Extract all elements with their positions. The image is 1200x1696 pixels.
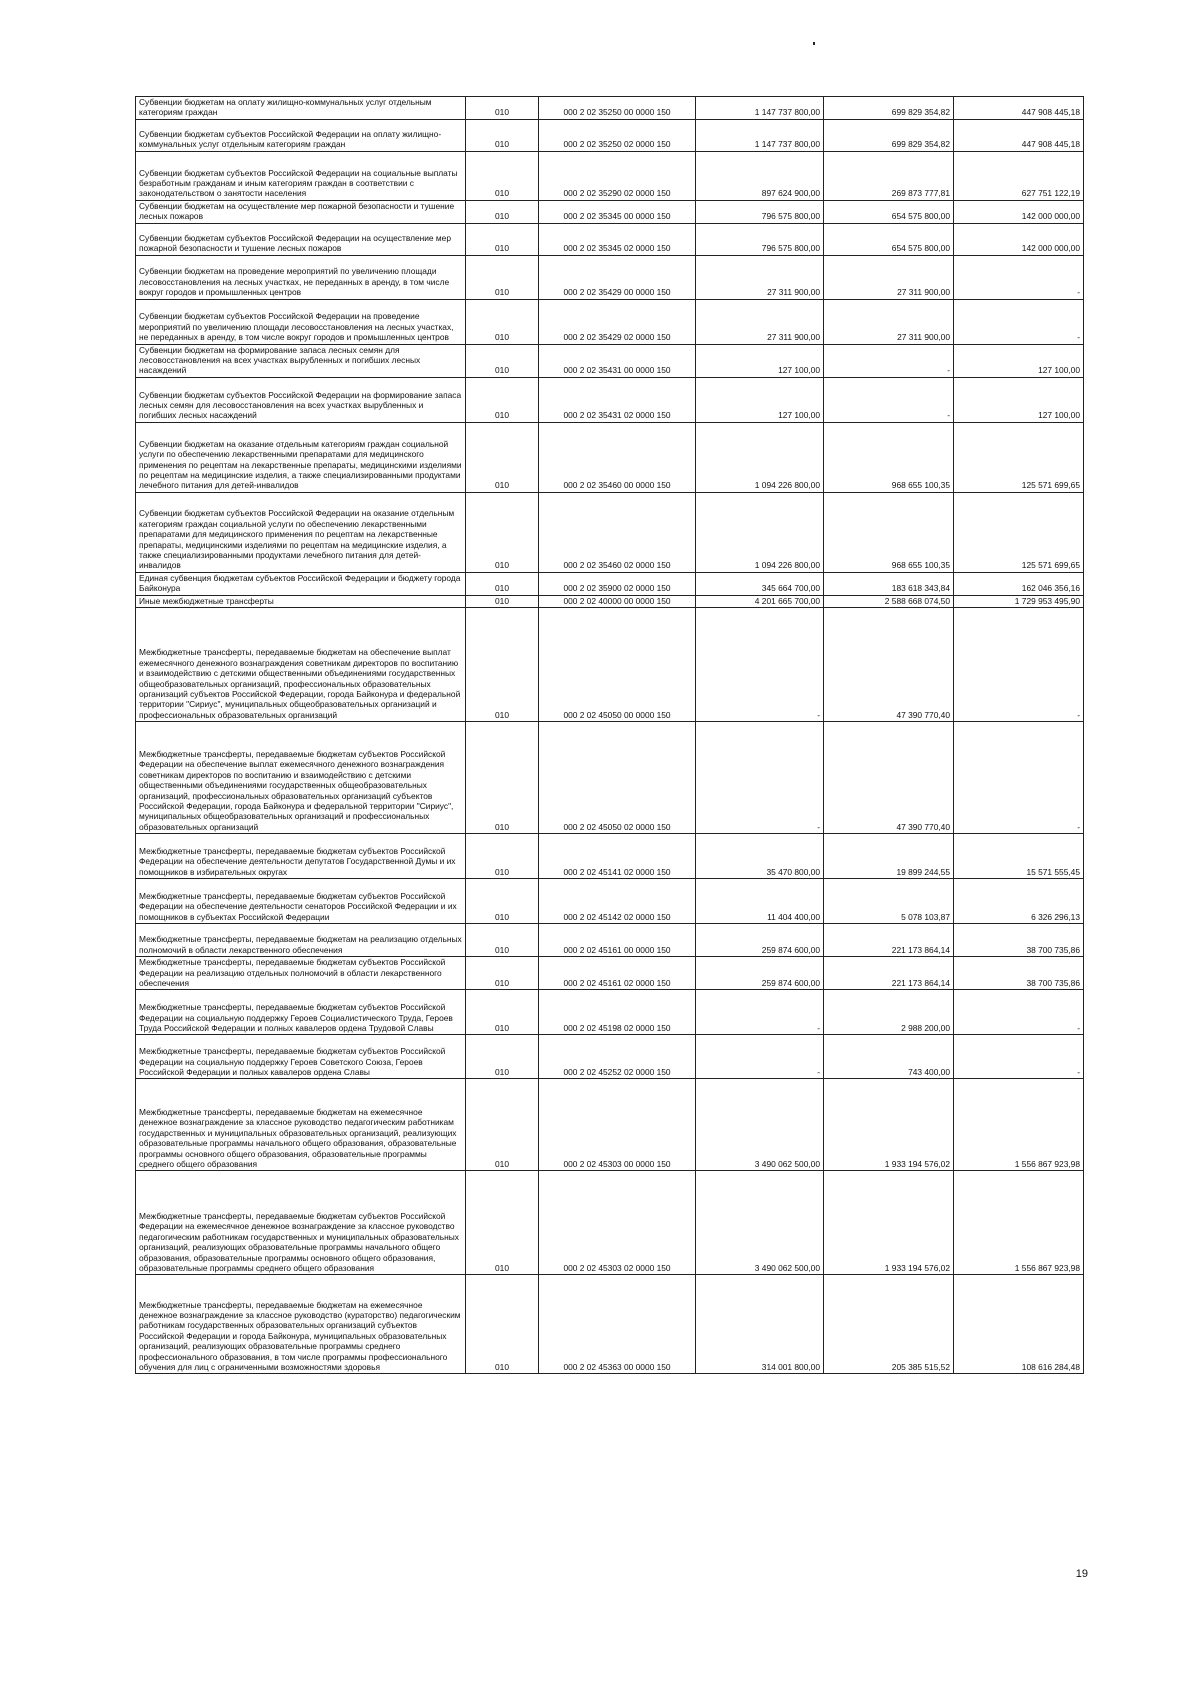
row-code: 010: [466, 879, 539, 924]
row-unexecuted: 38 700 735,86: [954, 924, 1084, 957]
row-approved: 345 664 700,00: [696, 572, 824, 595]
row-kbk: 000 2 02 35429 00 0000 150: [539, 255, 696, 299]
table-row: [136, 200, 1084, 223]
row-executed: 654 575 800,00: [824, 200, 954, 223]
row-executed: 743 400,00: [824, 1035, 954, 1079]
row-code: 010: [466, 151, 539, 200]
row-code: 010: [466, 834, 539, 879]
row-code: 010: [466, 990, 539, 1035]
row-kbk: 000 2 02 35900 02 0000 150: [539, 572, 696, 595]
row-executed: 19 899 244,55: [824, 834, 954, 879]
row-name: Субвенции бюджетам субъектов Российской Федерации на оплату жилищно-коммунальных услуг отдельным категориям граждан: [136, 119, 466, 151]
row-code: 010: [466, 572, 539, 595]
table-row: [136, 1171, 1084, 1275]
row-kbk: 000 2 02 45303 00 0000 150: [539, 1079, 696, 1171]
row-kbk: 000 2 02 45363 00 0000 150: [539, 1275, 696, 1374]
row-executed: 269 873 777,81: [824, 151, 954, 200]
row-approved: -: [696, 608, 824, 722]
row-unexecuted: -: [954, 255, 1084, 299]
row-unexecuted: -: [954, 299, 1084, 344]
row-kbk: 000 2 02 40000 00 0000 150: [539, 595, 696, 607]
scan-speck: [813, 42, 815, 45]
table-row: [136, 957, 1084, 990]
table-row: [136, 879, 1084, 924]
row-code: 010: [466, 595, 539, 607]
table-body: [136, 97, 1084, 1374]
row-unexecuted: 127 100,00: [954, 344, 1084, 377]
page-number: 19: [1075, 1568, 1088, 1580]
row-executed: 205 385 515,52: [824, 1275, 954, 1374]
table-row: [136, 377, 1084, 422]
row-name: Межбюджетные трансферты, передаваемые бюджетам на обеспечение выплат ежемесячного денежного вознаграждения советникам директоров по воспитанию и взаимодействию с детскими общественными объединениями государственных общеобразовательных организаций, профессиональных образовательных организаций субъектов Российской Федерации, города Байконура и федеральной территории "Сириус", муниципальных общеобразовательных организаций и профессиональных образовательных организаций: [136, 608, 466, 722]
row-unexecuted: 142 000 000,00: [954, 223, 1084, 255]
row-unexecuted: 108 616 284,48: [954, 1275, 1084, 1374]
row-name: Субвенции бюджетам субъектов Российской Федерации на осуществление мер пожарной безопасности и тушение лесных пожаров: [136, 223, 466, 255]
table-row: [136, 344, 1084, 377]
table-row: [136, 572, 1084, 595]
row-code: 010: [466, 119, 539, 151]
table-row: [136, 422, 1084, 492]
row-name: Субвенции бюджетам на осуществление мер пожарной безопасности и тушение лесных пожаров: [136, 200, 466, 223]
row-kbk: 000 2 02 45050 02 0000 150: [539, 722, 696, 834]
row-kbk: 000 2 02 45303 02 0000 150: [539, 1171, 696, 1275]
row-name: Межбюджетные трансферты, передаваемые бюджетам субъектов Российской Федерации на социальную поддержку Героев Социалистического Труда, Героев Труда Российской Федерации и полных кавалеров ордена Трудовой Славы: [136, 990, 466, 1035]
table-row: [136, 608, 1084, 722]
row-name: Межбюджетные трансферты, передаваемые бюджетам на ежемесячное денежное вознаграждение за классное руководство (кураторство) педагогическим работникам государственных образовательных организаций субъектов Российской Федерации и города Байконура, муниципальных образовательных организаций, реализующих образовательные программы среднего профессионального образования, в том числе программы профессионального обучения для лиц с ограниченными возможностями здоровья: [136, 1275, 466, 1374]
table-row: [136, 990, 1084, 1035]
row-executed: 2 988 200,00: [824, 990, 954, 1035]
row-name: Межбюджетные трансферты, передаваемые бюджетам субъектов Российской Федерации на ежемесячное денежное вознаграждение за классное руководство педагогическим работникам государственных и муниципальных образовательных организаций, реализующих образовательные программы начального общего образования, образовательные программы основного общего образования, образовательные программы среднего общего образования: [136, 1171, 466, 1275]
row-executed: 968 655 100,35: [824, 422, 954, 492]
table-row: [136, 151, 1084, 200]
row-unexecuted: 627 751 122,19: [954, 151, 1084, 200]
row-kbk: 000 2 02 45161 02 0000 150: [539, 957, 696, 990]
row-unexecuted: -: [954, 1035, 1084, 1079]
row-approved: 1 094 226 800,00: [696, 492, 824, 572]
row-executed: 47 390 770,40: [824, 722, 954, 834]
row-code: 010: [466, 1035, 539, 1079]
row-executed: 699 829 354,82: [824, 119, 954, 151]
row-name: Субвенции бюджетам на оказание отдельным категориям граждан социальной услуги по обеспечению лекарственными препаратами для медицинского применения по рецептам на лекарственные препараты, медицинскими изделиями по рецептам на медицинские изделия, а также специализированными продуктами лечебного питания для детей-инвалидов: [136, 422, 466, 492]
table-row: [136, 1275, 1084, 1374]
row-kbk: 000 2 02 35460 02 0000 150: [539, 492, 696, 572]
row-name: Единая субвенция бюджетам субъектов Российской Федерации и бюджету города Байконура: [136, 572, 466, 595]
row-unexecuted: -: [954, 990, 1084, 1035]
row-executed: 2 588 668 074,50: [824, 595, 954, 607]
row-code: 010: [466, 97, 539, 120]
row-name: Иные межбюджетные трансферты: [136, 595, 466, 607]
row-approved: 1 094 226 800,00: [696, 422, 824, 492]
row-kbk: 000 2 02 35250 02 0000 150: [539, 119, 696, 151]
table-row: [136, 97, 1084, 120]
row-kbk: 000 2 02 35290 02 0000 150: [539, 151, 696, 200]
row-approved: 35 470 800,00: [696, 834, 824, 879]
row-executed: 5 078 103,87: [824, 879, 954, 924]
row-code: 010: [466, 299, 539, 344]
row-name: Субвенции бюджетам субъектов Российской Федерации на оказание отдельным категориям граждан социальной услуги по обеспечению лекарственными препаратами для медицинского применения по рецептам на лекарственные препараты, медицинскими изделиями по рецептам на медицинские изделия, а также специализированными продуктами лечебного питания для детей-инвалидов: [136, 492, 466, 572]
row-unexecuted: 15 571 555,45: [954, 834, 1084, 879]
row-unexecuted: -: [954, 608, 1084, 722]
row-executed: 1 933 194 576,02: [824, 1079, 954, 1171]
row-name: Субвенции бюджетам на оплату жилищно-коммунальных услуг отдельным категориям граждан: [136, 97, 466, 120]
row-approved: 1 147 737 800,00: [696, 97, 824, 120]
row-unexecuted: 6 326 296,13: [954, 879, 1084, 924]
row-kbk: 000 2 02 35431 00 0000 150: [539, 344, 696, 377]
row-code: 010: [466, 1275, 539, 1374]
budget-execution-table: [135, 96, 1084, 1374]
row-code: 010: [466, 1079, 539, 1171]
row-code: 010: [466, 344, 539, 377]
table-row: [136, 1079, 1084, 1171]
row-kbk: 000 2 02 45050 00 0000 150: [539, 608, 696, 722]
row-unexecuted: 142 000 000,00: [954, 200, 1084, 223]
row-unexecuted: 125 571 699,65: [954, 422, 1084, 492]
row-kbk: 000 2 02 45198 02 0000 150: [539, 990, 696, 1035]
row-name: Межбюджетные трансферты, передаваемые бюджетам субъектов Российской Федерации на обеспечение деятельности сенаторов Российской Федерации и их помощников в субъектах Российской Федерации: [136, 879, 466, 924]
row-name: Субвенции бюджетам на проведение мероприятий по увеличению площади лесовосстановления на лесных участках, не переданных в аренду, в том числе вокруг городов и промышленных центров: [136, 255, 466, 299]
row-executed: 221 173 864,14: [824, 957, 954, 990]
row-code: 010: [466, 377, 539, 422]
row-code: 010: [466, 255, 539, 299]
row-code: 010: [466, 608, 539, 722]
table-row: [136, 299, 1084, 344]
row-code: 010: [466, 957, 539, 990]
row-executed: -: [824, 377, 954, 422]
row-approved: 3 490 062 500,00: [696, 1079, 824, 1171]
row-approved: -: [696, 722, 824, 834]
table-row: [136, 834, 1084, 879]
row-approved: 4 201 665 700,00: [696, 595, 824, 607]
row-executed: 27 311 900,00: [824, 255, 954, 299]
row-kbk: 000 2 02 35345 00 0000 150: [539, 200, 696, 223]
row-kbk: 000 2 02 45161 00 0000 150: [539, 924, 696, 957]
row-approved: 314 001 800,00: [696, 1275, 824, 1374]
table-row: [136, 492, 1084, 572]
row-approved: 11 404 400,00: [696, 879, 824, 924]
row-name: Межбюджетные трансферты, передаваемые бюджетам на реализацию отдельных полномочий в области лекарственного обеспечения: [136, 924, 466, 957]
row-code: 010: [466, 1171, 539, 1275]
row-executed: 47 390 770,40: [824, 608, 954, 722]
table-row: [136, 1035, 1084, 1079]
row-unexecuted: 1 729 953 495,90: [954, 595, 1084, 607]
row-kbk: 000 2 02 35431 02 0000 150: [539, 377, 696, 422]
row-name: Межбюджетные трансферты, передаваемые бюджетам субъектов Российской Федерации на социальную поддержку Героев Советского Союза, Героев Российской Федерации и полных кавалеров ордена Славы: [136, 1035, 466, 1079]
row-unexecuted: 162 046 356,16: [954, 572, 1084, 595]
row-unexecuted: 447 908 445,18: [954, 97, 1084, 120]
row-kbk: 000 2 02 35460 00 0000 150: [539, 422, 696, 492]
row-name: Субвенции бюджетам на формирование запаса лесных семян для лесовосстановления на всех участках вырубленных и погибших лесных насаждений: [136, 344, 466, 377]
row-name: Субвенции бюджетам субъектов Российской Федерации на формирование запаса лесных семян для лесовосстановления на всех участках вырубленных и погибших лесных насаждений: [136, 377, 466, 422]
row-executed: 183 618 343,84: [824, 572, 954, 595]
row-executed: -: [824, 344, 954, 377]
table-row: [136, 223, 1084, 255]
row-approved: 259 874 600,00: [696, 957, 824, 990]
row-approved: 796 575 800,00: [696, 200, 824, 223]
row-approved: 259 874 600,00: [696, 924, 824, 957]
row-approved: 27 311 900,00: [696, 299, 824, 344]
table-row: [136, 924, 1084, 957]
row-executed: 654 575 800,00: [824, 223, 954, 255]
row-unexecuted: -: [954, 722, 1084, 834]
row-approved: -: [696, 990, 824, 1035]
row-executed: 699 829 354,82: [824, 97, 954, 120]
row-executed: 221 173 864,14: [824, 924, 954, 957]
row-approved: 127 100,00: [696, 344, 824, 377]
row-name: Межбюджетные трансферты, передаваемые бюджетам субъектов Российской Федерации на реализацию отдельных полномочий в области лекарственного обеспечения: [136, 957, 466, 990]
row-unexecuted: 447 908 445,18: [954, 119, 1084, 151]
row-executed: 968 655 100,35: [824, 492, 954, 572]
row-code: 010: [466, 223, 539, 255]
row-approved: 1 147 737 800,00: [696, 119, 824, 151]
row-unexecuted: 125 571 699,65: [954, 492, 1084, 572]
row-name: Субвенции бюджетам субъектов Российской Федерации на социальные выплаты безработным гражданам и иным категориям граждан в соответствии с законодательством о занятости населения: [136, 151, 466, 200]
row-code: 010: [466, 924, 539, 957]
row-approved: 897 624 900,00: [696, 151, 824, 200]
row-unexecuted: 1 556 867 923,98: [954, 1079, 1084, 1171]
row-approved: 27 311 900,00: [696, 255, 824, 299]
row-approved: 127 100,00: [696, 377, 824, 422]
row-code: 010: [466, 200, 539, 223]
row-kbk: 000 2 02 45141 02 0000 150: [539, 834, 696, 879]
row-unexecuted: 127 100,00: [954, 377, 1084, 422]
row-code: 010: [466, 722, 539, 834]
row-approved: 3 490 062 500,00: [696, 1171, 824, 1275]
table-row: [136, 119, 1084, 151]
row-name: Межбюджетные трансферты, передаваемые бюджетам субъектов Российской Федерации на обеспечение выплат ежемесячного денежного вознаграждения советникам директоров по воспитанию и взаимодействию с детскими общественными объединениями государственных общеобразовательных организаций, профессиональных образовательных организаций субъектов Российской Федерации, города Байконура и федеральной территории "Сириус", муниципальных общеобразовательных организаций и профессиональных образовательных организаций: [136, 722, 466, 834]
row-name: Межбюджетные трансферты, передаваемые бюджетам на ежемесячное денежное вознаграждение за классное руководство педагогическим работникам государственных и муниципальных образовательных организаций, реализующих образовательные программы начального общего образования, образовательные программы основного общего образования, образовательные программы среднего общего образования: [136, 1079, 466, 1171]
row-name: Межбюджетные трансферты, передаваемые бюджетам субъектов Российской Федерации на обеспечение деятельности депутатов Государственной Думы и их помощников в избирательных округах: [136, 834, 466, 879]
row-kbk: 000 2 02 35429 02 0000 150: [539, 299, 696, 344]
table-row: [136, 255, 1084, 299]
row-executed: 1 933 194 576,02: [824, 1171, 954, 1275]
table-row: [136, 595, 1084, 607]
row-executed: 27 311 900,00: [824, 299, 954, 344]
row-name: Субвенции бюджетам субъектов Российской Федерации на проведение мероприятий по увеличению площади лесовосстановления на лесных участках, не переданных в аренду, в том числе вокруг городов и промышленных центров: [136, 299, 466, 344]
table-row: [136, 722, 1084, 834]
row-unexecuted: 1 556 867 923,98: [954, 1171, 1084, 1275]
row-code: 010: [466, 492, 539, 572]
row-kbk: 000 2 02 35250 00 0000 150: [539, 97, 696, 120]
row-kbk: 000 2 02 45142 02 0000 150: [539, 879, 696, 924]
row-approved: 796 575 800,00: [696, 223, 824, 255]
row-unexecuted: 38 700 735,86: [954, 957, 1084, 990]
row-kbk: 000 2 02 35345 02 0000 150: [539, 223, 696, 255]
row-kbk: 000 2 02 45252 02 0000 150: [539, 1035, 696, 1079]
row-approved: -: [696, 1035, 824, 1079]
row-code: 010: [466, 422, 539, 492]
